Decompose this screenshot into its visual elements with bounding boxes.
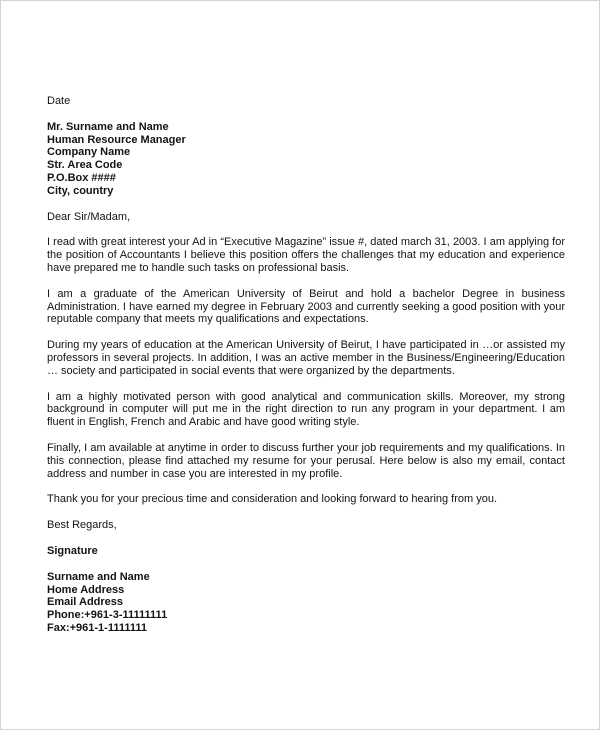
paragraph-intro: I read with great interest your Ad in “Executive Magazine” issue #, dated march 31, 2003. I am applying for the position of Accountants I believe this position offers the challenges that my education and experience have prepared me to handle such tasks on professional basis. (47, 236, 565, 274)
salutation: Dear Sir/Madam, (47, 210, 131, 223)
recipient-city: City, country (47, 184, 114, 197)
recipient-name: Mr. Surname and Name (47, 120, 169, 133)
recipient-street: Str. Area Code (47, 159, 123, 172)
paragraph-skills: I am a highly motivated person with good analytical and communication skills. Moreover, my strong background in computer will put me in the right direction to run any program in your department. I am fluent in English, French and Arabic and have good writing style. (47, 390, 565, 429)
recipient-po-box: P.O.Box #### (47, 171, 116, 184)
paragraph-availability: Finally, I am available at anytime in order to discuss further your job requirements and my qualifications. In this connection, please find attached my resume for your perusal. Here below is also my email, contact address and number in case you are interested in my profile. (47, 441, 565, 480)
recipient-company: Company Name (47, 146, 131, 159)
sender-phone: Phone:+961-3-11111111 (47, 609, 168, 622)
paragraph-education: I am a graduate of the American University of Beirut and hold a bachelor Degree in business Administration. I have earned my degree in February 2003 and currently seeking a good position with your reputable company that meets my qualifications and expectations. (47, 287, 565, 326)
letter-body (47, 95, 565, 635)
sender-name: Surname and Name (47, 570, 150, 583)
sender-fax: Fax:+961-1-1111111 (47, 621, 148, 634)
sender-home-address: Home Address (47, 583, 125, 596)
closing-line: Best Regards, (47, 519, 117, 532)
paragraph-activities: During my years of education at the American University of Beirut, I have participated in …or assisted my professors in several projects. In addition, I was an active member in the Business/Engineering/Education … society and participated in social events that were organized by the departments. (47, 339, 565, 377)
recipient-address-block (47, 121, 565, 198)
sender-contact-block (47, 571, 565, 635)
sender-email: Email Address (47, 596, 124, 609)
thanks-line: Thank you for your precious time and consideration and looking forward to hearing from you. (47, 493, 498, 506)
date-line: Date (47, 95, 71, 107)
recipient-title: Human Resource Manager (47, 133, 186, 146)
signature-line: Signature (47, 544, 98, 557)
